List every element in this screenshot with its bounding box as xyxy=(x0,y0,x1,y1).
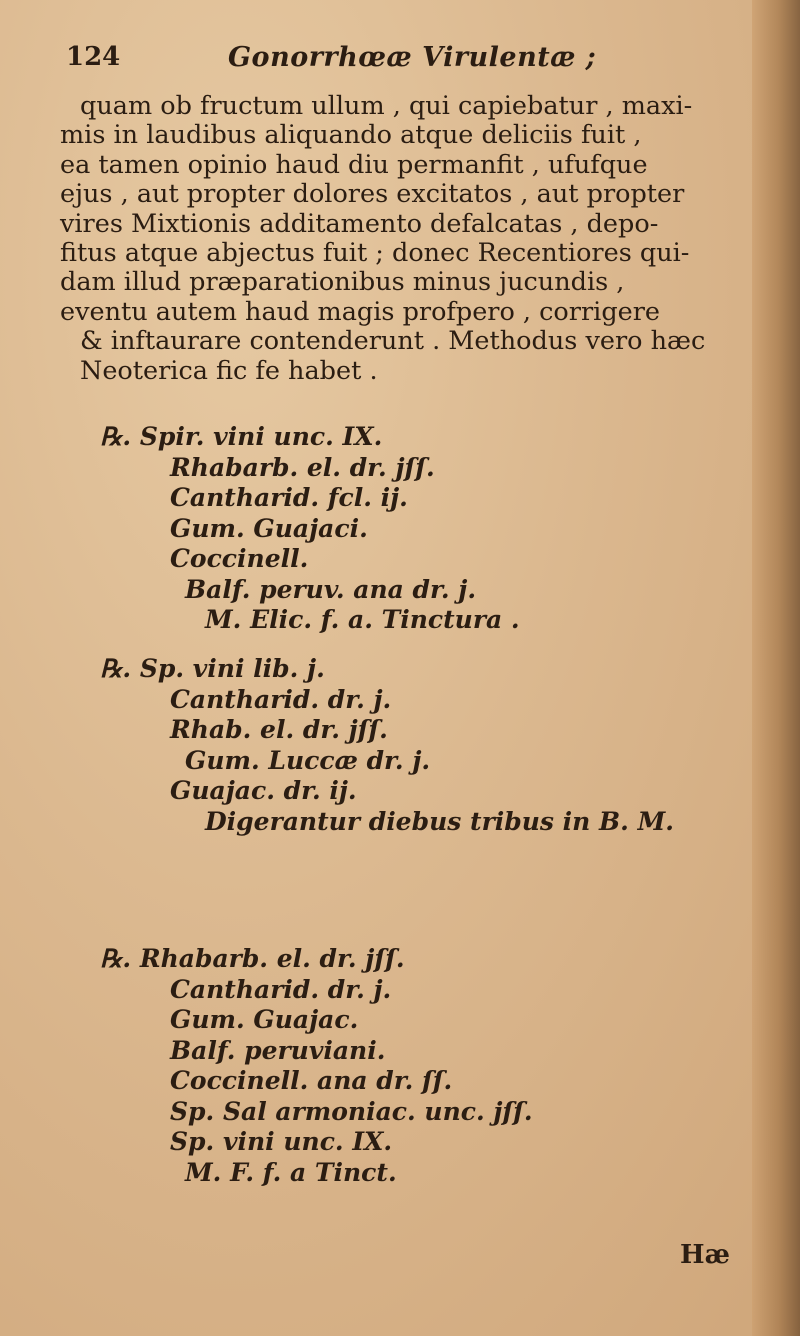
text-line: & inftaurare contenderunt . Methodus vero hæc xyxy=(80,326,706,357)
recipe-line: ℞. Sp. vini lib. j. xyxy=(100,654,325,683)
recipe-line: Sp. Sal armoniac. unc. jſſ. xyxy=(170,1096,533,1126)
catchword: Hæ xyxy=(680,1240,730,1270)
running-title: Gonorrhœæ Virulentæ ; xyxy=(228,42,597,73)
text-line: mis in laudibus aliquando atque deliciis fuit , xyxy=(60,120,642,151)
text-line: dam illud præparationibus minus jucundis , xyxy=(60,267,625,298)
body-paragraph xyxy=(60,92,760,386)
recipe-line: Gum. Luccæ dr. j. xyxy=(185,745,431,775)
text-line: fitus atque abjectus fuit ; donec Recentiores qui- xyxy=(60,238,690,269)
recipe-3 xyxy=(60,944,720,1188)
recipe-line: Coccinell. ana dr. ſſ. xyxy=(170,1066,453,1095)
recipe-line: Coccinell. xyxy=(170,544,309,573)
text-line: ejus , aut propter dolores excitatos , aut propter xyxy=(60,179,685,210)
text-line: Neoterica fic fe habet . xyxy=(80,355,378,386)
text-line: quam ob fructum ullum , qui capiebatur , maxi- xyxy=(80,91,693,121)
recipe-line: Sp. vini unc. IX. xyxy=(170,1127,393,1156)
recipe-line: Gum. Guajac. xyxy=(170,1005,359,1034)
recipe-line: Guajac. dr. ij. xyxy=(170,776,357,805)
recipe-line: Gum. Guajaci. xyxy=(170,513,368,543)
recipe-line: Balf. peruv. ana dr. j. xyxy=(185,574,477,604)
recipe-line: Digerantur diebus tribus in B. M. xyxy=(205,806,674,836)
recipe-line: M. Elic. f. a. Tinctura . xyxy=(205,605,520,634)
recipe-line: M. F. f. a Tinct. xyxy=(185,1157,397,1187)
recipe-line: Cantharid. fcl. ij. xyxy=(170,483,408,512)
text-line: vires Mixtionis additamento defalcatas , depo- xyxy=(60,208,659,239)
recipe-line: Cantharid. dr. j. xyxy=(170,974,392,1004)
page-number: 124 xyxy=(66,42,121,72)
recipe-line: ℞. Rhabarb. el. dr. jſſ. xyxy=(100,944,405,973)
recipe-1 xyxy=(60,422,720,636)
page-header xyxy=(66,42,686,86)
recipe-line: Rhabarb. el. dr. jſſ. xyxy=(170,452,435,482)
recipe-line: Rhab. el. dr. jſſ. xyxy=(170,715,388,744)
recipe-2 xyxy=(60,654,720,837)
recipe-line: Cantharid. dr. j. xyxy=(170,684,392,714)
recipe-line: Balf. peruviani. xyxy=(170,1035,386,1065)
text-line: eventu autem haud magis profpero , corrigere xyxy=(60,296,661,327)
text-line: ea tamen opinio haud diu permanfit , ufufque xyxy=(60,149,648,180)
recipe-line: ℞. Spir. vini unc. IX. xyxy=(100,422,383,451)
